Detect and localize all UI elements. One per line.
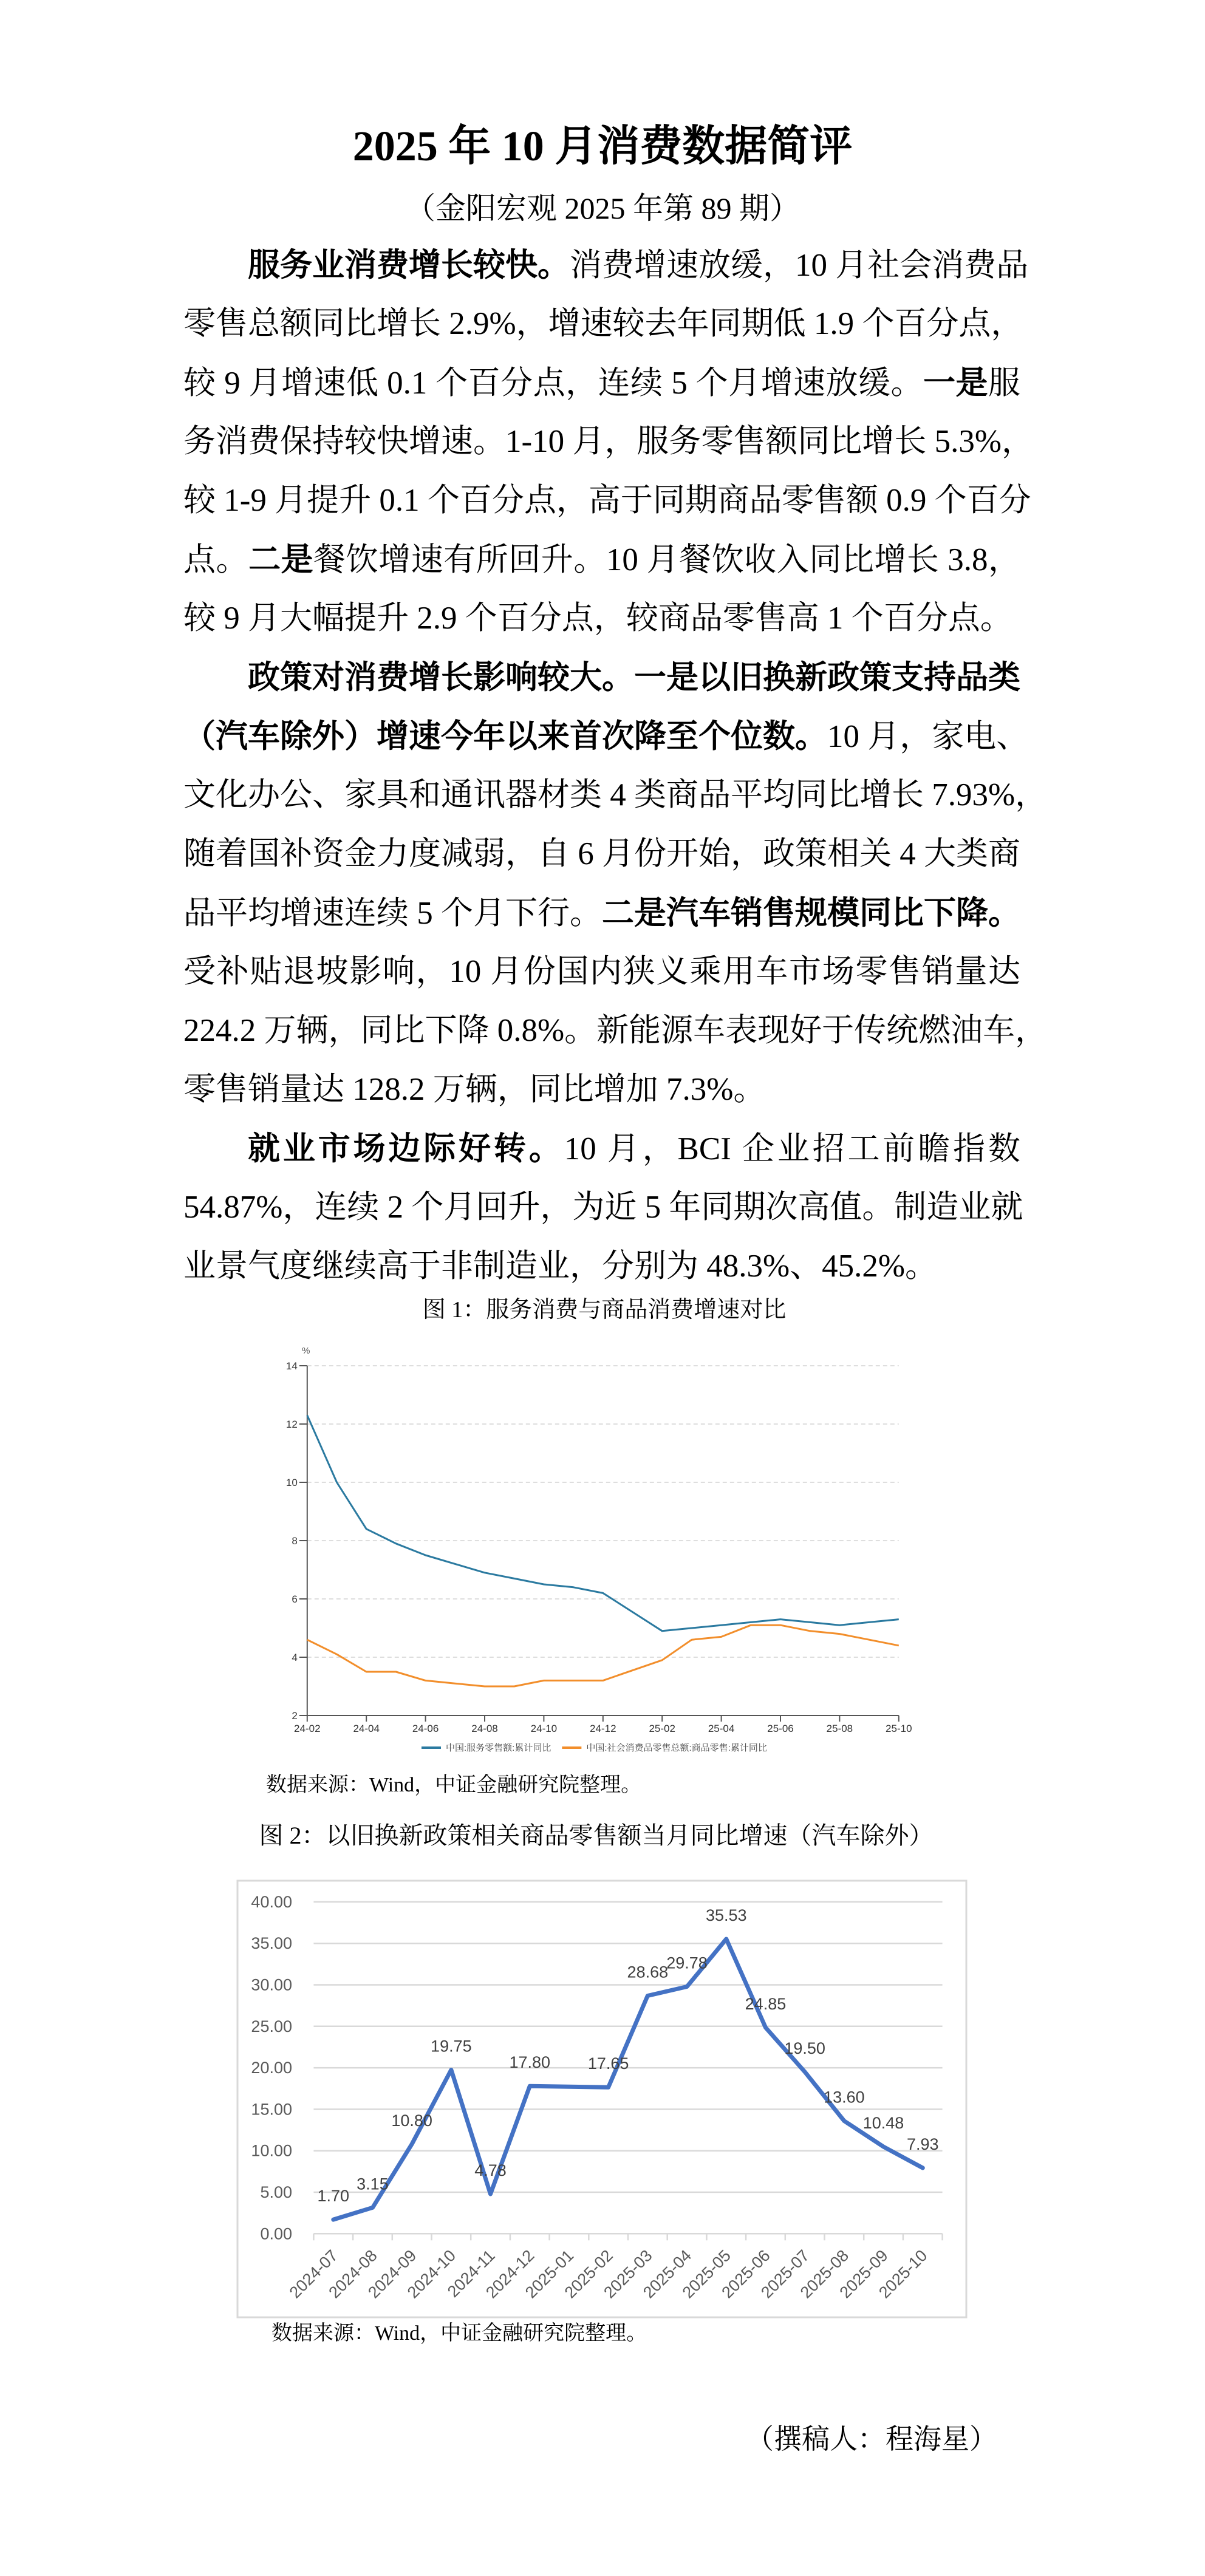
x-tick-label: 2025-03 xyxy=(600,2246,656,2302)
body-text: 服 xyxy=(988,366,1021,401)
y-tick-label: 15.00 xyxy=(251,2100,292,2119)
figure2-source-note: 数据来源：Wind，中证金融研究院整理。 xyxy=(271,2322,647,2345)
figure1-line-chart xyxy=(255,1330,923,1767)
x-tick-label: 2025-08 xyxy=(796,2246,853,2302)
body-text: 零售总额同比增长 2.9%，增速较去年同期低 1.9 个百分点， xyxy=(183,306,1023,341)
y-tick-label: 12 xyxy=(285,1419,298,1430)
body-text: 受补贴退坡影响，10 月份国内狭义乘用车市场零售销量达 xyxy=(183,954,1020,989)
text-line xyxy=(183,766,1048,825)
body-text: 业景气度继续高于非制造业，分别为 48.3%、45.2%。 xyxy=(183,1249,938,1284)
figure1-caption: 图 1：服务消费与商品消费增速对比 xyxy=(422,1297,787,1323)
bold-lead-text: （汽车除外）增速今年以来首次降至个位数。 xyxy=(183,718,827,755)
body-text: 10 月，家电、 xyxy=(827,719,1029,754)
x-tick-label: 2024-08 xyxy=(325,2246,381,2302)
body-text: 随着国补资金力度减弱，自 6 月份开始，政策相关 4 大类商 xyxy=(183,836,1020,871)
text-line xyxy=(183,648,1020,707)
bold-lead-text: 一是 xyxy=(923,364,989,401)
x-tick-label: 25-06 xyxy=(767,1723,794,1734)
data-label: 24.85 xyxy=(745,1994,787,2013)
figure1-source-note: 数据来源：Wind，中证金融研究院整理。 xyxy=(266,1774,642,1796)
body-text: 文化办公、家具和通讯器材类 4 类商品平均同比增长 7.93%， xyxy=(183,777,1048,813)
figure2-caption: 图 2：以旧换新政策相关商品零售额当月同比增速（汽车除外） xyxy=(259,1822,934,1849)
data-label: 35.53 xyxy=(705,1906,747,1924)
x-tick-label: 2025-01 xyxy=(521,2246,578,2302)
x-tick-label: 2024-10 xyxy=(403,2246,460,2302)
series-line xyxy=(307,1625,899,1686)
document-subtitle: （金阳宏观 2025 年第 89 期） xyxy=(405,191,800,225)
data-label: 19.50 xyxy=(784,2039,825,2057)
body-text: 务消费保持较快增速。1-10 月，服务零售额同比增长 5.3%， xyxy=(183,424,1034,459)
x-tick-label: 2025-10 xyxy=(875,2246,931,2302)
paragraph xyxy=(183,236,1034,648)
y-tick-label: 35.00 xyxy=(251,1934,292,1953)
body-text: 224.2 万辆，同比下降 0.8%。新能源车表现好于传统燃油车， xyxy=(183,1013,1048,1048)
data-label: 4.78 xyxy=(474,2161,507,2180)
y-tick-label: 6 xyxy=(292,1593,298,1605)
x-tick-label: 25-04 xyxy=(708,1723,735,1734)
text-line xyxy=(183,884,1020,942)
y-tick-label: 8 xyxy=(292,1535,298,1547)
body-text: 10 月，BCI 企业招工前瞻指数 xyxy=(564,1131,1020,1167)
text-line xyxy=(183,236,1029,295)
text-line xyxy=(183,942,1020,1001)
y-tick-label: 2 xyxy=(292,1710,298,1722)
text-line xyxy=(183,1237,1020,1296)
x-tick-label: 2025-04 xyxy=(640,2246,695,2302)
y-tick-label: 25.00 xyxy=(251,2017,292,2036)
text-line xyxy=(183,1060,1020,1119)
bold-lead-text: 就业市场边际好转。 xyxy=(248,1130,564,1167)
data-label: 10.80 xyxy=(391,2111,432,2130)
body-text: 餐饮增速有所回升。10 月餐饮收入同比增长 3.8， xyxy=(313,542,1021,578)
data-label: 28.68 xyxy=(627,1963,669,1981)
bold-lead-text: 二是 xyxy=(248,541,314,578)
text-line xyxy=(183,1119,1020,1178)
body-text: 较 1-9 月提升 0.1 个百分点，高于同期商品零售额 0.9 个百分 xyxy=(183,483,1031,518)
legend-label: 中国:社会消费品零售总额:商品零售:累计同比 xyxy=(586,1743,767,1753)
data-label: 10.48 xyxy=(862,2114,904,2133)
text-line xyxy=(183,589,1020,648)
data-label: 19.75 xyxy=(431,2037,472,2056)
data-label: 7.93 xyxy=(906,2135,939,2153)
text-line xyxy=(183,1001,1048,1060)
y-axis-unit-label: % xyxy=(302,1346,310,1356)
text-line xyxy=(183,825,1020,884)
body-text: 品平均增速连续 5 个月下行。 xyxy=(183,896,602,931)
x-tick-label: 2025-09 xyxy=(836,2246,892,2302)
x-tick-label: 24-04 xyxy=(353,1723,380,1734)
x-tick-label: 2025-07 xyxy=(757,2246,813,2302)
x-tick-label: 24-10 xyxy=(530,1723,558,1734)
data-label: 1.70 xyxy=(317,2187,350,2206)
data-label: 17.65 xyxy=(587,2054,629,2073)
data-label: 13.60 xyxy=(824,2088,865,2107)
x-tick-label: 25-10 xyxy=(886,1723,912,1734)
x-tick-label: 2024-11 xyxy=(443,2246,499,2301)
x-tick-label: 2024-12 xyxy=(482,2246,538,2302)
y-tick-label: 30.00 xyxy=(251,1975,292,1994)
x-tick-label: 2025-06 xyxy=(718,2246,774,2302)
x-tick-label: 2025-05 xyxy=(678,2246,734,2302)
y-tick-label: 20.00 xyxy=(251,2059,292,2077)
x-tick-label: 24-02 xyxy=(294,1723,321,1734)
body-text: 较 9 月增速低 0.1 个百分点，连续 5 个月增速放缓。 xyxy=(183,366,924,401)
bold-lead-text: 政策对消费增长影响较大。一是以旧换新政策支持品类 xyxy=(248,659,1020,696)
text-line xyxy=(183,707,1029,766)
x-tick-label: 2024-07 xyxy=(285,2246,341,2302)
bold-lead-text: 服务业消费增长较快。 xyxy=(248,247,570,284)
data-label: 17.80 xyxy=(509,2053,551,2072)
text-line xyxy=(183,1178,1023,1237)
paragraph xyxy=(183,648,1048,1119)
y-tick-label: 0.00 xyxy=(260,2224,292,2243)
x-tick-label: 24-06 xyxy=(412,1723,439,1734)
bold-lead-text: 二是汽车销售规模同比下降。 xyxy=(602,894,1020,932)
x-tick-label: 24-08 xyxy=(471,1723,498,1734)
text-line xyxy=(183,471,1031,530)
y-tick-label: 14 xyxy=(285,1360,298,1372)
y-tick-label: 10.00 xyxy=(251,2141,292,2160)
y-tick-label: 4 xyxy=(292,1652,298,1663)
x-tick-label: 2025-02 xyxy=(561,2246,616,2302)
x-tick-label: 25-08 xyxy=(826,1723,853,1734)
y-tick-label: 10 xyxy=(285,1477,298,1488)
article-body xyxy=(183,236,1048,1296)
figure2-line-chart xyxy=(231,1873,975,2326)
body-text: 消费增速放缓，10 月社会消费品 xyxy=(570,248,1029,283)
body-text: 54.87%，连续 2 个月回升，为近 5 年同期次高值。制造业就 xyxy=(183,1190,1023,1225)
body-text: 点。 xyxy=(183,542,249,578)
text-line xyxy=(183,412,1034,471)
legend-label: 中国:服务零售额:累计同比 xyxy=(446,1743,551,1753)
text-line xyxy=(183,530,1020,589)
author-credit: （撰稿人：程海星） xyxy=(746,2424,997,2455)
document-title: 2025 年 10 月消费数据简评 xyxy=(352,123,853,170)
x-tick-label: 25-02 xyxy=(649,1723,675,1734)
body-text: 零售销量达 128.2 万辆，同比增加 7.3%。 xyxy=(183,1072,766,1107)
data-label: 3.15 xyxy=(357,2175,389,2193)
y-tick-label: 5.00 xyxy=(260,2183,292,2201)
body-text: 较 9 月大幅提升 2.9 个百分点，较商品零售高 1 个百分点。 xyxy=(183,601,1012,636)
x-tick-label: 24-12 xyxy=(590,1723,616,1734)
paragraph xyxy=(183,1119,1023,1296)
text-line xyxy=(183,295,1023,353)
text-line xyxy=(183,353,1020,412)
x-tick-label: 2024-09 xyxy=(364,2246,420,2302)
y-tick-label: 40.00 xyxy=(251,1892,292,1911)
data-label: 29.78 xyxy=(666,1954,708,1972)
